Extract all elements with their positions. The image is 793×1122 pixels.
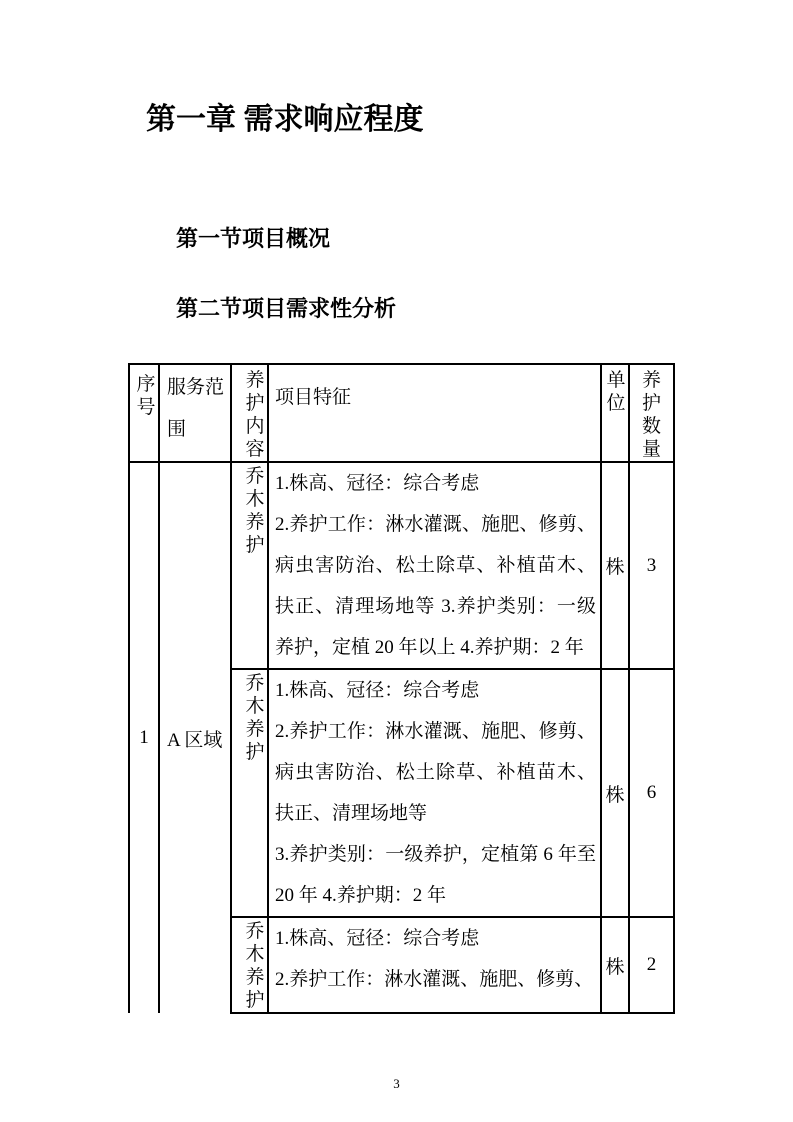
seq-cell: 1 <box>129 462 159 1013</box>
table-header-row <box>129 364 674 462</box>
feature-paragraph: 2.养护工作：淋水灌溉、施肥、修剪、病虫害防治、松土除草、补植苗木、扶正、清理场地等 3.养护类别：一级养护，定植 20 年以上 4.养护期：2 年 <box>275 514 596 658</box>
header-label-seq: 序号 <box>136 374 156 418</box>
content-cell <box>231 462 268 669</box>
content-cell <box>231 917 268 1013</box>
table-continuation-line <box>158 985 160 992</box>
page-number: 3 <box>393 1076 400 1091</box>
feature-paragraph: 1.株高、冠径：综合考虑 <box>275 473 480 494</box>
table-continuation-line <box>128 985 130 992</box>
quantity-cell: 2 <box>629 917 674 1013</box>
header-cell-content <box>231 364 268 462</box>
maintenance-requirements-table <box>128 363 675 1014</box>
section-heading-2: 第二节项目需求性分析 <box>176 296 397 321</box>
feature-paragraph: 3.养护类别：一级养护，定植第 6 年至 20 年 4.养护期：2 年 <box>275 844 596 906</box>
feature-paragraph: 2.养护工作：淋水灌溉、施肥、修剪、病虫害防治、松土除草、补植苗木、扶正、清理场地等 <box>275 721 596 824</box>
header-cell-qty <box>629 364 674 462</box>
unit-cell: 株 <box>601 917 629 1013</box>
section-heading-1: 第一节项目概况 <box>176 226 331 251</box>
table-row <box>129 462 674 669</box>
feature-cell <box>268 917 601 1013</box>
chapter-title: 第一章 需求响应程度 <box>146 103 424 136</box>
quantity-cell: 3 <box>629 462 674 669</box>
quantity-cell: 6 <box>629 669 674 917</box>
header-cell-seq <box>129 364 159 462</box>
scope-cell: A 区域 <box>159 462 231 1013</box>
feature-cell <box>268 669 601 917</box>
table-continuation-line <box>230 985 232 992</box>
header-label-unit: 单位 <box>606 370 626 414</box>
feature-paragraph: 2.养护工作：淋水灌溉、施肥、修剪、 <box>275 969 594 990</box>
content-cell <box>231 669 268 917</box>
content-label: 乔木养护 <box>245 921 265 1011</box>
header-label-qty: 养护数量 <box>641 370 661 460</box>
unit-cell: 株 <box>601 669 629 917</box>
feature-paragraph: 1.株高、冠径：综合考虑 <box>275 928 480 949</box>
content-label: 乔木养护 <box>245 466 265 556</box>
feature-paragraph: 1.株高、冠径：综合考虑 <box>275 680 480 701</box>
content-label: 乔木养护 <box>245 673 265 763</box>
feature-cell <box>268 462 601 669</box>
header-cell-feature: 项目特征 <box>268 364 601 462</box>
header-cell-scope: 服务范围 <box>159 364 231 462</box>
unit-cell: 株 <box>601 462 629 669</box>
header-label-content: 养护内容 <box>245 370 265 460</box>
header-cell-unit <box>601 364 629 462</box>
